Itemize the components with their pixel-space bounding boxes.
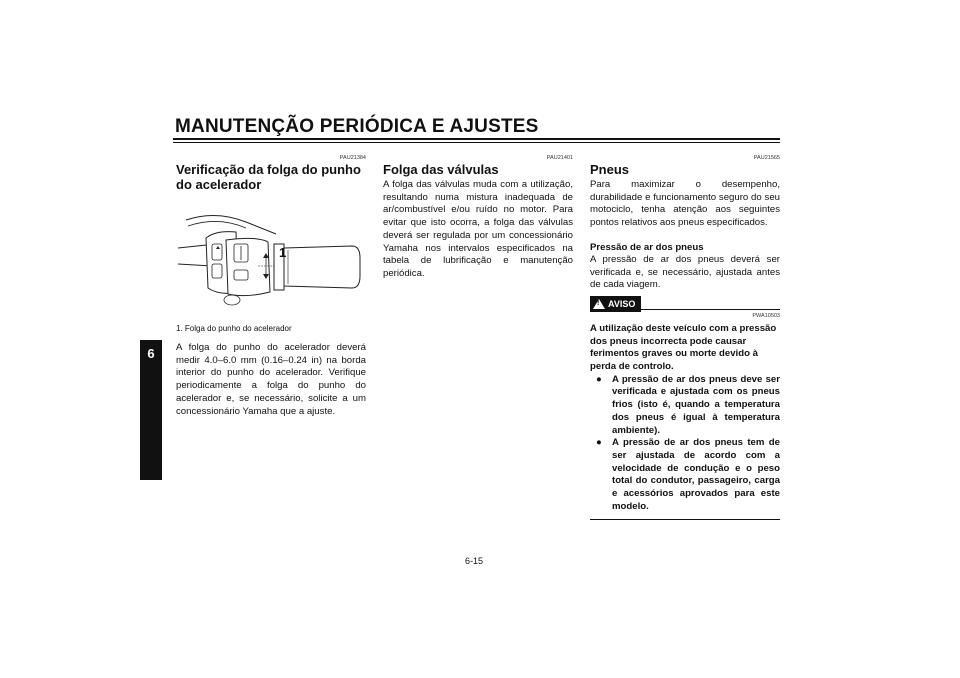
section-heading: Folga das válvulas — [383, 162, 499, 177]
warning-text: A utilização deste veículo com a pressão dos pneus incorrecta pode causar ferimentos graves ou morte devido à perda de controlo. — [590, 322, 777, 373]
warning-header — [590, 296, 780, 312]
bullet-text: A pressão de ar dos pneus tem de ser ajustada de acordo com a velocidade de condução e o peso total do condutor, passageiro, carga e acessórios aprovados para este modelo. — [612, 437, 780, 512]
section-body: A folga do punho do acelerador deverá medir 4.0–6.0 mm (0.16–0.24 in) na borda interior do punho do acelerador. Verifique periodicamente a folga do punho do acelerador e, se necessário, solicite a um concessionário Yamaha que a ajuste. — [176, 342, 366, 417]
page-number: 6-15 — [465, 556, 484, 566]
subsection-heading: Pressão de ar dos pneus — [590, 241, 704, 253]
bullet-text: A pressão de ar dos pneus deve ser verificada e ajustada com os pneus frios (isto é, quando a temperatura dos pneus é igual à temperatura ambiente). — [612, 373, 780, 436]
section-heading: Pneus — [590, 162, 630, 177]
section-code: PAU21384 — [339, 155, 366, 161]
column-tires — [590, 155, 780, 520]
section-heading: Verificação da folga do punho do acelerador — [176, 162, 361, 192]
column-throttle — [176, 155, 366, 418]
bullet-icon: ● — [596, 373, 602, 385]
list-item — [590, 374, 780, 438]
warning-code: PWA10503 — [752, 312, 780, 319]
warning-bullets — [590, 374, 780, 514]
section-code: PAU21565 — [753, 155, 780, 161]
subsection-body: A pressão de ar dos pneus deverá ser verificada e, se necessário, ajustada antes de cada viagem. — [590, 253, 780, 291]
warning-triangle-icon: ! — [593, 299, 605, 309]
section-code: PAU21401 — [546, 155, 573, 161]
bullet-icon: ● — [596, 437, 602, 449]
chapter-tab — [140, 340, 162, 480]
title-rule — [173, 138, 780, 140]
warning-rule — [641, 309, 780, 310]
list-item — [590, 437, 780, 513]
figure-caption: 1. Folga do punho do acelerador — [176, 324, 292, 333]
section-body: A folga das válvulas muda com a utilização, resultando numa mistura inadequada de ar/combustível e/ou ruído no motor. Para evitar que isto ocorra, a folga das válvulas deverá ser regulada por um concessionário Yamaha nos intervalos especificados na tabela de lubrificação e manutenção periódica. — [383, 179, 573, 279]
column-valves — [383, 155, 573, 281]
figure-callout: 1 — [279, 245, 287, 260]
page-title: MANUTENÇÃO PERIÓDICA E AJUSTES — [175, 116, 539, 137]
section-intro: Para maximizar o desempenho, durabilidade e funcionamento seguro do seu motociclo, tenha atenção aos seguintes pontos relativos aos pneus especificados. — [590, 179, 780, 229]
title-rule-thin — [173, 142, 780, 143]
warning-badge — [590, 296, 641, 312]
chapter-number: 6 — [147, 346, 155, 361]
throttle-grip-illustration — [176, 200, 366, 310]
warning-end-rule — [590, 519, 780, 520]
warning-label: AVISO — [608, 298, 636, 309]
